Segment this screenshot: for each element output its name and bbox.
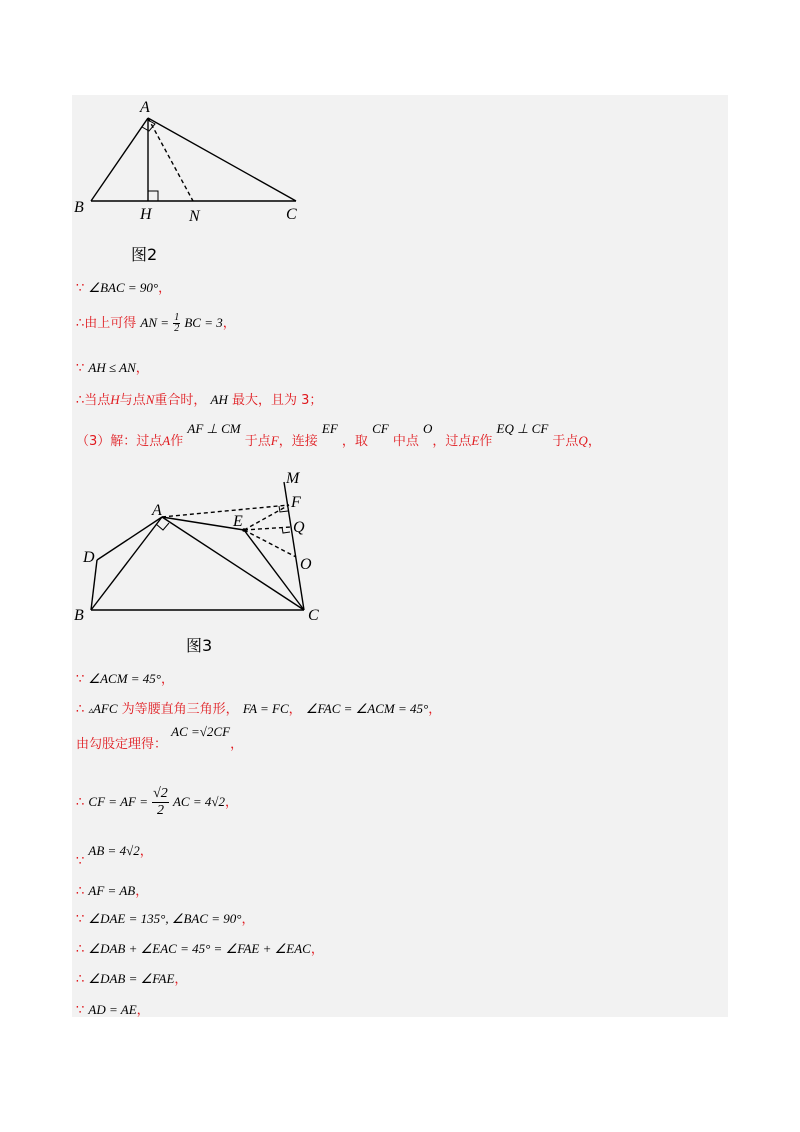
line-11: [76, 880, 148, 899]
line-13: [76, 938, 324, 957]
math-expression: FA = FC: [242, 701, 289, 716]
punctuation: ，: [222, 316, 236, 331]
math-expression: O: [422, 421, 433, 436]
segment-ac: [148, 118, 296, 201]
right-angle-mark-h: [148, 191, 158, 201]
punctuation: ，: [161, 672, 175, 687]
figure-3-caption: 图3: [186, 636, 213, 655]
figure-2-caption: 图2: [131, 245, 158, 264]
line-12: [76, 908, 255, 927]
punctuation: ，: [135, 884, 149, 899]
punctuation: ，: [310, 942, 324, 957]
math-expression: CF: [213, 724, 231, 739]
point-ref: F: [270, 433, 279, 448]
right-angle-mark-a: [156, 523, 169, 530]
text-segment: 作: [479, 434, 493, 449]
line-14: [76, 968, 187, 987]
sqrt-expression: √2: [126, 843, 140, 858]
punctuation: ，: [139, 844, 153, 859]
because-symbol: ∵: [76, 1003, 85, 1018]
segment-da: [97, 517, 162, 560]
point-label-a: A: [152, 502, 162, 519]
point-ref: N: [145, 392, 155, 407]
point-label-q: Q: [293, 519, 305, 536]
point-ref: A: [162, 433, 171, 448]
because-symbol: ∵: [76, 912, 85, 927]
line-3: [76, 357, 149, 376]
line-9: [76, 786, 238, 819]
math-expression: AF ⊥ CM: [187, 421, 241, 436]
line-1: [76, 277, 171, 296]
text-segment: 作: [170, 434, 184, 449]
text-segment: ，取: [341, 434, 368, 449]
math-expression: AFC: [92, 701, 118, 716]
line-2: [76, 312, 236, 334]
math-expression: AC = 4: [172, 794, 212, 809]
point-label-h: H: [140, 206, 152, 223]
segment-ae: [162, 517, 244, 530]
figure-3: [0, 460, 800, 630]
text-segment: 于点: [244, 434, 271, 449]
point-label-c: C: [308, 607, 319, 624]
point-label-c: C: [286, 206, 297, 223]
punctuation: ，: [174, 972, 188, 987]
because-symbol: ∵: [76, 854, 85, 869]
point-label-d: D: [83, 549, 95, 566]
text-segment: ，过点: [432, 434, 472, 449]
point-label-a: A: [140, 99, 150, 116]
math-expression: ∠ACM = 45°: [88, 671, 161, 686]
punctuation: ，: [230, 737, 244, 752]
because-symbol: ∵: [76, 361, 85, 376]
text-segment: 与点: [119, 393, 146, 408]
point-label-f: F: [291, 494, 301, 511]
therefore-symbol: ∴: [76, 942, 85, 957]
therefore-symbol: ∴: [76, 795, 85, 810]
text-segment: ∴当点: [76, 393, 111, 408]
text-segment: （3）解：过点: [76, 434, 163, 449]
figure-2-diagram: [0, 0, 800, 260]
math-expression: EF: [321, 421, 338, 436]
text-segment: 重合时，: [154, 393, 207, 408]
point-ref: Q: [578, 433, 588, 448]
line-4: [76, 389, 322, 408]
text-segment: ∴由上可得: [76, 316, 137, 331]
fraction-denominator: 2: [174, 323, 180, 334]
therefore-symbol: ∴: [76, 972, 85, 987]
point-label-m: M: [286, 470, 300, 487]
figure-3-diagram: [0, 460, 800, 630]
segment-ba: [91, 517, 162, 610]
line-7: [76, 698, 441, 717]
line-8: [76, 724, 244, 752]
punctuation: ，: [241, 912, 255, 927]
point-label-n: N: [189, 208, 200, 225]
segment-eq: [244, 527, 291, 530]
segment-ef: [244, 505, 289, 530]
because-symbol: ∵: [76, 672, 85, 687]
point-label-e: E: [233, 513, 243, 530]
punctuation: ，: [224, 795, 238, 810]
line-6: [76, 668, 174, 687]
math-expression: EQ ⊥ CF: [496, 421, 549, 436]
math-expression: ∠DAE = 135°, ∠BAC = 90°: [88, 911, 242, 926]
text-segment: 中点: [392, 434, 419, 449]
therefore-symbol: ∴: [76, 884, 85, 899]
math-expression: ∠DAB + ∠EAC = 45° = ∠FAE + ∠EAC: [88, 941, 311, 956]
fraction-numerator: 1: [174, 312, 180, 323]
point-ref: H: [110, 392, 120, 407]
math-expression: ∠FAC = ∠ACM = 45°: [305, 701, 429, 716]
math-expression: BC = 3: [184, 315, 223, 330]
triangle-icon: ▵: [88, 705, 93, 715]
math-expression: CF: [372, 421, 389, 436]
math-expression: AN =: [140, 315, 170, 330]
punctuation: ，: [158, 281, 172, 296]
punctuation: ，: [135, 361, 149, 376]
line-15: [76, 999, 150, 1018]
text-segment: 最大，且为 3；: [232, 393, 323, 408]
point-label-b: B: [74, 607, 84, 624]
math-expression: ∠BAC = 90°: [88, 280, 159, 295]
point-label-o: O: [300, 556, 312, 573]
punctuation: ，: [428, 702, 442, 717]
fraction: [152, 786, 169, 819]
text-segment: ，: [587, 434, 601, 449]
figure-2: [0, 0, 800, 260]
text-segment: 于点: [552, 434, 579, 449]
sqrt-expression: √2: [199, 724, 214, 739]
punctuation: ，: [288, 702, 302, 717]
math-expression: AH: [210, 392, 228, 407]
fraction-denominator: 2: [156, 803, 164, 818]
fraction-numerator: √2: [153, 786, 168, 801]
math-expression: AD = AE: [88, 1002, 137, 1017]
math-expression: ∠DAB = ∠FAE: [88, 971, 175, 986]
text-segment: ，连接: [278, 434, 318, 449]
fraction: [173, 313, 180, 334]
line-5: [76, 421, 601, 449]
therefore-symbol: ∴: [76, 702, 85, 717]
text-segment: 由勾股定理得：: [76, 737, 168, 752]
segment-ec: [244, 530, 304, 610]
right-angle-mark-f: [279, 506, 288, 512]
math-expression: AC =: [171, 724, 200, 739]
because-symbol: ∵: [76, 281, 85, 296]
point-label-b: B: [74, 199, 84, 216]
line-10: [76, 840, 153, 869]
math-expression: AF = AB: [88, 883, 136, 898]
point-ref: E: [471, 433, 480, 448]
text-segment: 为等腰直角三角形，: [121, 702, 239, 717]
punctuation: ，: [136, 1003, 150, 1018]
math-expression: AB = 4: [88, 843, 127, 858]
segment-ab: [91, 118, 148, 201]
segment-eo: [244, 530, 296, 557]
sqrt-expression: √2: [211, 794, 225, 809]
math-expression: AH ≤ AN: [88, 360, 136, 375]
math-expression: CF = AF =: [88, 794, 148, 809]
